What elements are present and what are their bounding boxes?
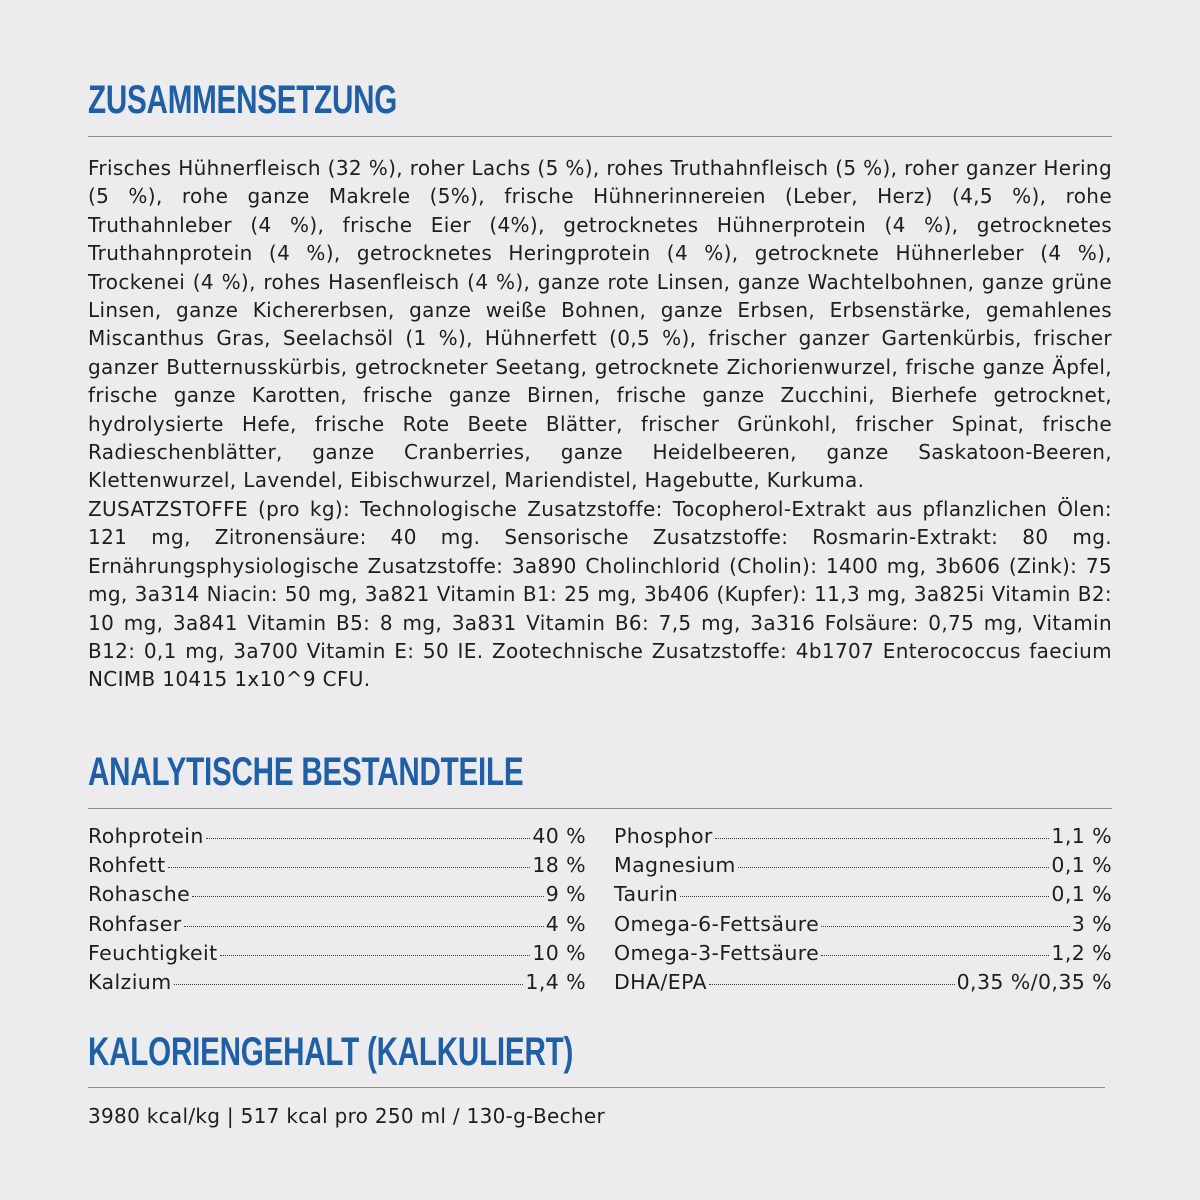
analysis-value: 18 % [532,853,586,878]
dot-leader [174,984,524,985]
analysis-name: Rohprotein [88,824,204,848]
analysis-value: 1,2 % [1051,940,1112,965]
dot-leader [220,955,531,956]
analysis-name: Taurin [614,882,679,907]
analysis-name: Omega-3-Fettsäure [614,940,820,965]
dot-leader [821,926,1070,927]
analysis-row [614,824,1112,853]
analysis-value: 1,1 % [1051,824,1112,848]
calories-text: 3980 kcal/kg | 517 kcal pro 250 ml / 130-g-Becher [88,1104,606,1128]
analysis-name: Omega-6-Fettsäure [614,911,820,936]
analysis-name: Rohasche [88,882,191,907]
dot-leader [206,838,531,839]
dot-leader [168,867,531,868]
analysis-value: 0,1 % [1051,882,1112,907]
analysis-value: 1,4 % [525,969,586,994]
dot-leader [192,896,544,897]
analysis-row [614,941,1112,970]
analysis-name: Rohfaser [88,911,182,936]
analysis-name: Phosphor [614,824,713,848]
dot-leader [738,867,1050,868]
analysis-value: 3 % [1071,911,1112,936]
analysis-row [614,912,1112,941]
ingredients-text: Frisches Hühnerfleisch (32 %), roher Lachs (5 %), rohes Truthahnfleisch (5 %), roher ganzer Hering (5 %), rohe ganze Makrele (5%), frische Hühnerinnereien (Leber, Herz) (4,5 %), rohe Truthahnleber (4 %), frische Eier (4%), getrocknetes Hühnerprotein (4 %), getrocknetes Truthahnprotein (4 %), getrocknetes Heringprotein (4 %), getrocknete Hühnerleber (4 %), Trockenei (4 %), rohes Hasenfleisch (4 %), ganze rote Linsen, ganze Wachtelbohnen, ganze grüne Linsen, ganze Kichererbsen, ganze weiße Bohnen, ganze Erbsen, Erbsenstärke, gemahlenes Miscanthus Gras, Seelachsöl (1 %), Hühnerfett (0,5 %), frischer ganzer Gartenkürbis, frischer ganzer Butternusskürbis, getrockneter Seetang, getrocknete Zichorienwurzel, frische ganze Äpfel, frische ganze Karotten, frische ganze Birnen, frische ganze Zucchini, Bierhefe getrocknet, hydrolysierte Hefe, frische Rote Beete Blätter, frischer Grünkohl, frischer Spinat, frische Radieschenblätter, ganze Cranberries, ganze Heidelbeeren, ganze Saskatoon-Beeren, Klettenwurzel, Lavendel, Eibischwurzel, Mariendistel, Hagebutte, Kurkuma. [88,156,1112,493]
analysis-name: Rohfett [88,853,166,878]
analysis-value: 40 % [532,824,586,848]
analysis-row [88,941,586,970]
analysis-row [614,970,1112,999]
composition-body [88,154,1112,694]
analysis-value: 10 % [532,940,586,965]
analysis-column-left [88,824,586,999]
analysis-value: 9 % [545,882,586,907]
dot-leader [821,955,1049,956]
composition-divider [88,136,1112,137]
analysis-table [88,824,1112,999]
analysis-row [614,882,1112,911]
dot-leader [709,984,955,985]
analysis-name: DHA/EPA [614,969,707,994]
analysis-column-right [614,824,1112,999]
additives-paragraph [88,495,1112,694]
analysis-value: 0,1 % [1051,853,1112,878]
additives-text: Technologische Zusatzstoffe: Tocopherol-Extrakt aus pflanzlichen Ölen: 121 mg, Zitronensäure: 40 mg. Sensorische Zusatzstoffe: Rosmarin-Extrakt: 80 mg. Ernährungsphysiologische Zusatzstoffe: 3a890 Cholinchlorid (Cholin): 1400 mg, 3b606 (Zink): 75 mg, 3a314 Niacin: 50 mg, 3a821 Vitamin B1: 25 mg, 3b406 (Kupfer): 11,3 mg, 3a825i Vitamin B2: 10 mg, 3a841 Vitamin B5: 8 mg, 3a831 Vitamin B6: 7,5 mg, 3a316 Folsäure: 0,75 mg, Vitamin B12: 0,1 mg, 3a700 Vitamin E: 50 IE. Zootechnische Zusatzstoffe: 4b1707 Enterococcus faecium NCIMB 10415 1x10^9 CFU. [88,496,1112,692]
analysis-row [88,853,586,882]
analysis-name: Magnesium [614,853,736,878]
analysis-row [88,970,586,999]
dot-leader [715,838,1050,839]
analysis-divider [88,808,1112,809]
calories-divider [88,1087,1105,1088]
dot-leader [680,896,1049,897]
analysis-heading: ANALYTISCHE BESTANDTEILE [88,750,524,794]
analysis-row [88,912,586,941]
analysis-value: 4 % [545,911,586,936]
calories-heading: KALORIENGEHALT (KALKULIERT) [88,1030,574,1074]
analysis-row [614,853,1112,882]
analysis-value: 0,35 %/0,35 % [956,969,1112,994]
analysis-row [88,824,586,853]
analysis-name: Feuchtigkeit [88,940,218,965]
dot-leader [184,926,544,927]
composition-heading: ZUSAMMENSETZUNG [88,78,398,122]
additives-label: ZUSATZSTOFFE (pro kg): [88,496,351,521]
analysis-name: Kalzium [88,969,172,994]
analysis-row [88,882,586,911]
